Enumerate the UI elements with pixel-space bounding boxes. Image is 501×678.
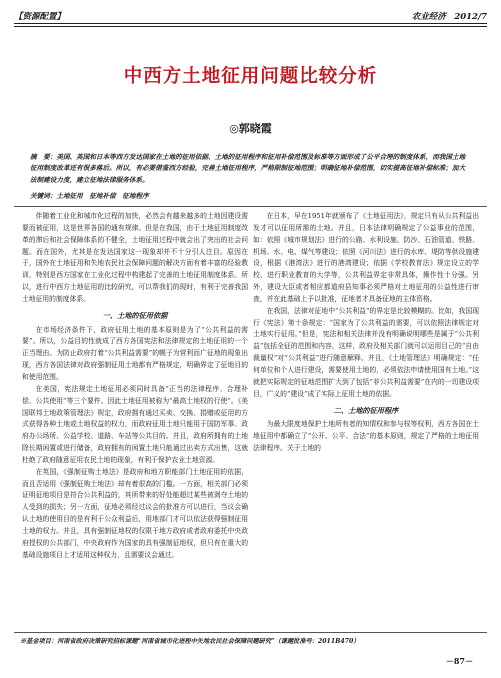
article-title: 中西方土地征用问题比较分析 [123, 66, 378, 87]
page-number: －87－ [445, 656, 473, 666]
body-paragraph: 在日本，早在1951年就颁布了《土地征用法》，规定只有从公共利益出发才可以征用所需的土地。并且，日本法律明确规定了公益事业的范围，如：依照《城市规划法》进行的公路、水利设施、防沙、石油管道、铁路、机场、水、电、煤气等建设；依照《河川法》进行的水库、堤防等供设施建设，根据《港湾法》进行的港湾建设；依据《学校教育法》规定设立的学校、进行职业教育的大学等，公共利益界定非常具体，操作性十分强。另外，建设大臣或者相应都道府县知事必须严格对土地征用的公益性进行审查，并在此基础上予以批准，征地者才具备征地的主体资格。 [253, 212, 479, 303]
right-column [253, 211, 479, 455]
abstract-rule [14, 206, 487, 207]
footnote-rule [14, 632, 487, 633]
body-paragraph: 为最大限度地保护土地所有者的知情权和参与权等权利，西方各国在土地征用中都确立了“公开、公平、合法”的基本原则，规定了严格的土地征用法律程序。关于土地的 [253, 420, 479, 453]
author-name: ◎郭晓霞 [229, 122, 272, 135]
journal-issue: 农业经济 2012/7 [411, 12, 487, 22]
abstract: 摘 要：美国、英国和日本等西方发达国家在土地的征用依据、土地的征用程序和征用补偿范围及标准等方面形成了公平合理的制度体系，而我国土地征用制度改革还有很多落后。所以，有必要借鉴西方经验，完善土地征用程序，严格限制征地范围；明确征地补偿范围，切实提高征地补偿标准；加大法制建设力度，建立征地法律服务体系。 [30, 153, 466, 184]
left-column [22, 211, 248, 561]
running-header [14, 8, 487, 22]
body-paragraph: 伴随着工业化和城市化过程的加快，必然会有越来越多的土地因建设需要而被征用，这是世界各国的通有规律。但是在我国，由于土地征用制度改革的滞后和社会保障体系的不健全，土地征用过程中就会出了突出的社会问题。而在国外，尤其是在发达国家这一现象却并不十分引人注目。原因在于，国外在土地征用和失地农民社会保障问题的解决方面有着丰富的经验教训，特别是西方国家在工业化过程中构建起了完善的土地征用制度体系。所以，进行中西方土地征用的比较研究，可以帮我们的现时，有利于完善我国土地征用的制度体系。 [22, 212, 248, 303]
body-paragraph: 在我国，法律对征地中“公共利益”的界定是比较模糊的。比如，我国现行《宪法》第十条规定：“国家为了公共利益的需要，可以依照法律规定对土地实行征用。”但是，宪法和相关法律并没有明确说明哪些是属于“公共利益”包括全征的范围和内容，这样，政府及相关部门就可以运用目己的“自由裁量权”对“公共利益”进行随意解释。并且，《土地管理法》明确规定：“任何单位和个人进行建设，需要使用土地的，必须依法申请使用国有土地。”这就把实际规定的征地范围扩大到了包括“非公共利益需要”在内的一切建设项目，广义的“建设”成了实际上征用土地的依据。 [253, 306, 479, 398]
body-paragraph: 在市场经济条件下，政府征用土地的基本原则是为了“公共利益的需要”。所以，公益目的性就成了西方各国宪法和法律规定的土地征用的一个正当理由。为防止政府打着“公共利益需要”的幌子为营利而广征地的现象出现，西方各国法律对政府强制征用土地都有严格规定，明确界定了征地目的和使用范围。 [22, 325, 248, 381]
header-rule [14, 23, 487, 24]
body-paragraph: 在英国，《强制征购土地法》是政府和地方职能部门土地征用的依据，而且否适用《强制征购土地法》却有着很高的门槛。一方面，相关部门必须证明征地项目是符合公共利益的，其所带来的好处能超过某些被剥夺土地的人受到的损失；另一方面，征地必须经过议会的批准方可以进行，当议会确认土地的使用目的是有利于公众利益后，用地部门才可以依法获得强制征用土地的权力。并且，具有强制征地权的仅限于地方政府或者政府委托中央政府授权的公共部门，中央政府作为国家的具有强制征地权，但只有在重大的基础设施项目上才适用这种权力，且需要议会通过。 [22, 467, 248, 559]
fund-footnote: ※基金项目：河南省政府决策研究招标课题“河南省城市化进程中失地农民社会保障问题研究”（课题批准号：2011B470） [20, 638, 360, 645]
section-heading: 二、土地的征用程序 [333, 405, 399, 415]
keywords: 关键词：土地征用 征地补偿 征地程序 [30, 192, 149, 200]
header-rule-thin [14, 26, 487, 27]
section-heading: 一、土地的征用依据 [102, 310, 168, 320]
section-tag: 【资源配置】 [14, 12, 66, 22]
body-paragraph: 在美国，宪法规定土地征用必须同时具备“正当的法律程序、合理补偿、公共使用”等三个要件。因此土地征用被称为“最高土地权的行使”。《美国联邦土地政策管理法》规定，政府拥有通过买卖、交换、捐赠或征用的方式获得各种土地或土地权益的权力，而政府征用土地只能用于国防军事、政府办公场所、公益学校、道路、车站等公共目的。并且，政府所拥有的土地除长期闲置或进行储备，政府拥有的闲置土地只能通过出卖方式出售，这就杜绝了政府随意征用农民土地的现象，有利于保护农业土地资源。 [22, 384, 248, 464]
